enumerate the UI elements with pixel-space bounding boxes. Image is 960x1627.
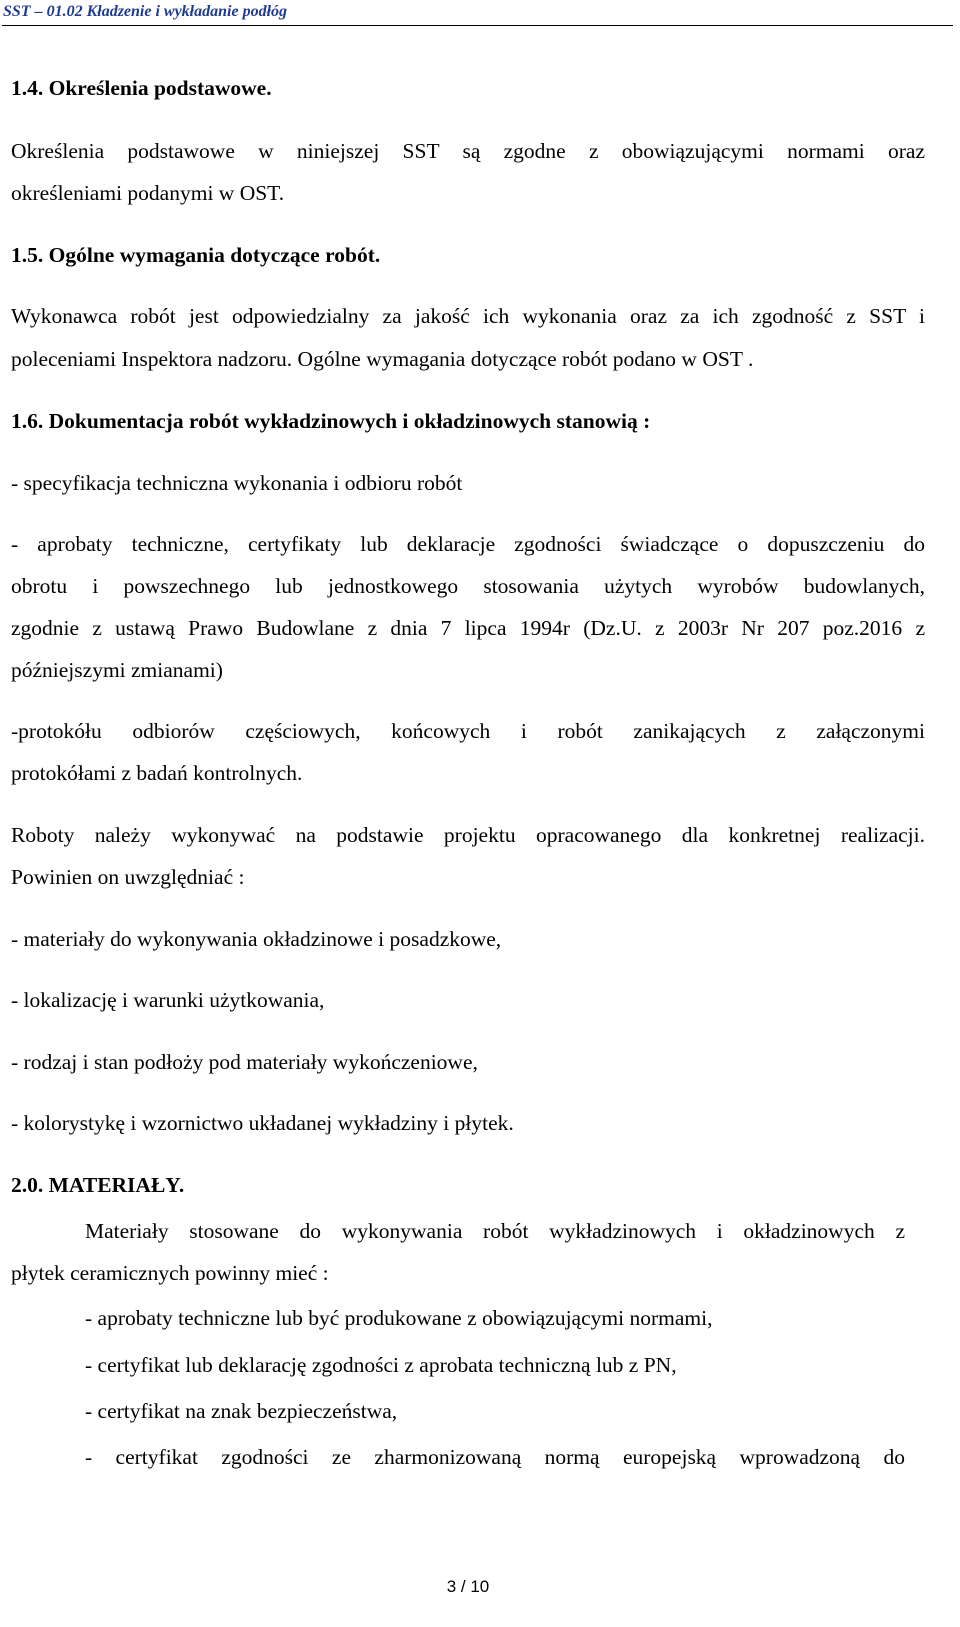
list-item: - materiały do wykonywania okładzinowe i posadzkowe, — [11, 927, 502, 951]
paragraph-line: obrotu i powszechnego lub jednostkowego stosowania użytych wyrobów budowlanych, — [11, 574, 925, 598]
paragraph-line: płytek ceramicznych powinny mieć : — [11, 1261, 329, 1285]
list-item: - aprobaty techniczne lub być produkowane z obowiązującymi normami, — [85, 1306, 713, 1330]
paragraph-line: Określenia podstawowe w niniejszej SST są zgodne z obowiązującymi normami oraz — [11, 139, 925, 163]
list-item: - rodzaj i stan podłoży pod materiały wykończeniowe, — [11, 1050, 478, 1074]
paragraph-line: Materiały stosowane do wykonywania robót wykładzinowych i okładzinowych z — [85, 1219, 905, 1243]
list-item: - lokalizację i warunki użytkowania, — [11, 988, 325, 1012]
header-divider — [2, 25, 953, 26]
list-item: - specyfikacja techniczna wykonania i odbioru robót — [11, 471, 463, 495]
list-item: - certyfikat na znak bezpieczeństwa, — [85, 1399, 398, 1423]
paragraph-line: zgodnie z ustawą Prawo Budowlane z dnia 7 lipca 1994r (Dz.U. z 2003r Nr 207 poz.2016 z — [11, 616, 925, 640]
page-number: 3 / 10 — [446, 1577, 490, 1596]
list-item: - aprobaty techniczne, certyfikaty lub deklaracje zgodności świadczące o dopuszczeniu do — [11, 532, 925, 556]
section-heading-2-0: 2.0. MATERIAŁY. — [11, 1173, 185, 1197]
paragraph-line: protokółami z badań kontrolnych. — [11, 761, 303, 785]
list-item: - certyfikat lub deklarację zgodności z aprobata techniczną lub z PN, — [85, 1353, 677, 1377]
paragraph-line: Powinien on uwzględniać : — [11, 865, 245, 889]
document-header: SST – 01.02 Kładzenie i wykładanie podłóg — [3, 3, 288, 20]
list-item: - certyfikat zgodności ze zharmonizowaną normą europejską wprowadzoną do — [85, 1445, 905, 1469]
paragraph-line: późniejszymi zmianami) — [11, 658, 223, 682]
paragraph-line: poleceniami Inspektora nadzoru. Ogólne wymagania dotyczące robót podano w OST . — [11, 347, 754, 371]
paragraph-line: Roboty należy wykonywać na podstawie projektu opracowanego dla konkretnej realizacji. — [11, 823, 925, 847]
section-heading-1-4: 1.4. Określenia podstawowe. — [11, 76, 272, 100]
paragraph-line: Wykonawca robót jest odpowiedzialny za jakość ich wykonania oraz za ich zgodność z SST i — [11, 304, 925, 328]
paragraph-line: określeniami podanymi w OST. — [11, 181, 285, 205]
list-item: -protokółu odbiorów częściowych, końcowych i robót zanikających z załączonymi — [11, 719, 925, 743]
section-heading-1-5: 1.5. Ogólne wymagania dotyczące robót. — [11, 243, 381, 267]
section-heading-1-6: 1.6. Dokumentacja robót wykładzinowych i okładzinowych stanowią : — [11, 409, 651, 433]
list-item: - kolorystykę i wzornictwo układanej wykładziny i płytek. — [11, 1111, 514, 1135]
